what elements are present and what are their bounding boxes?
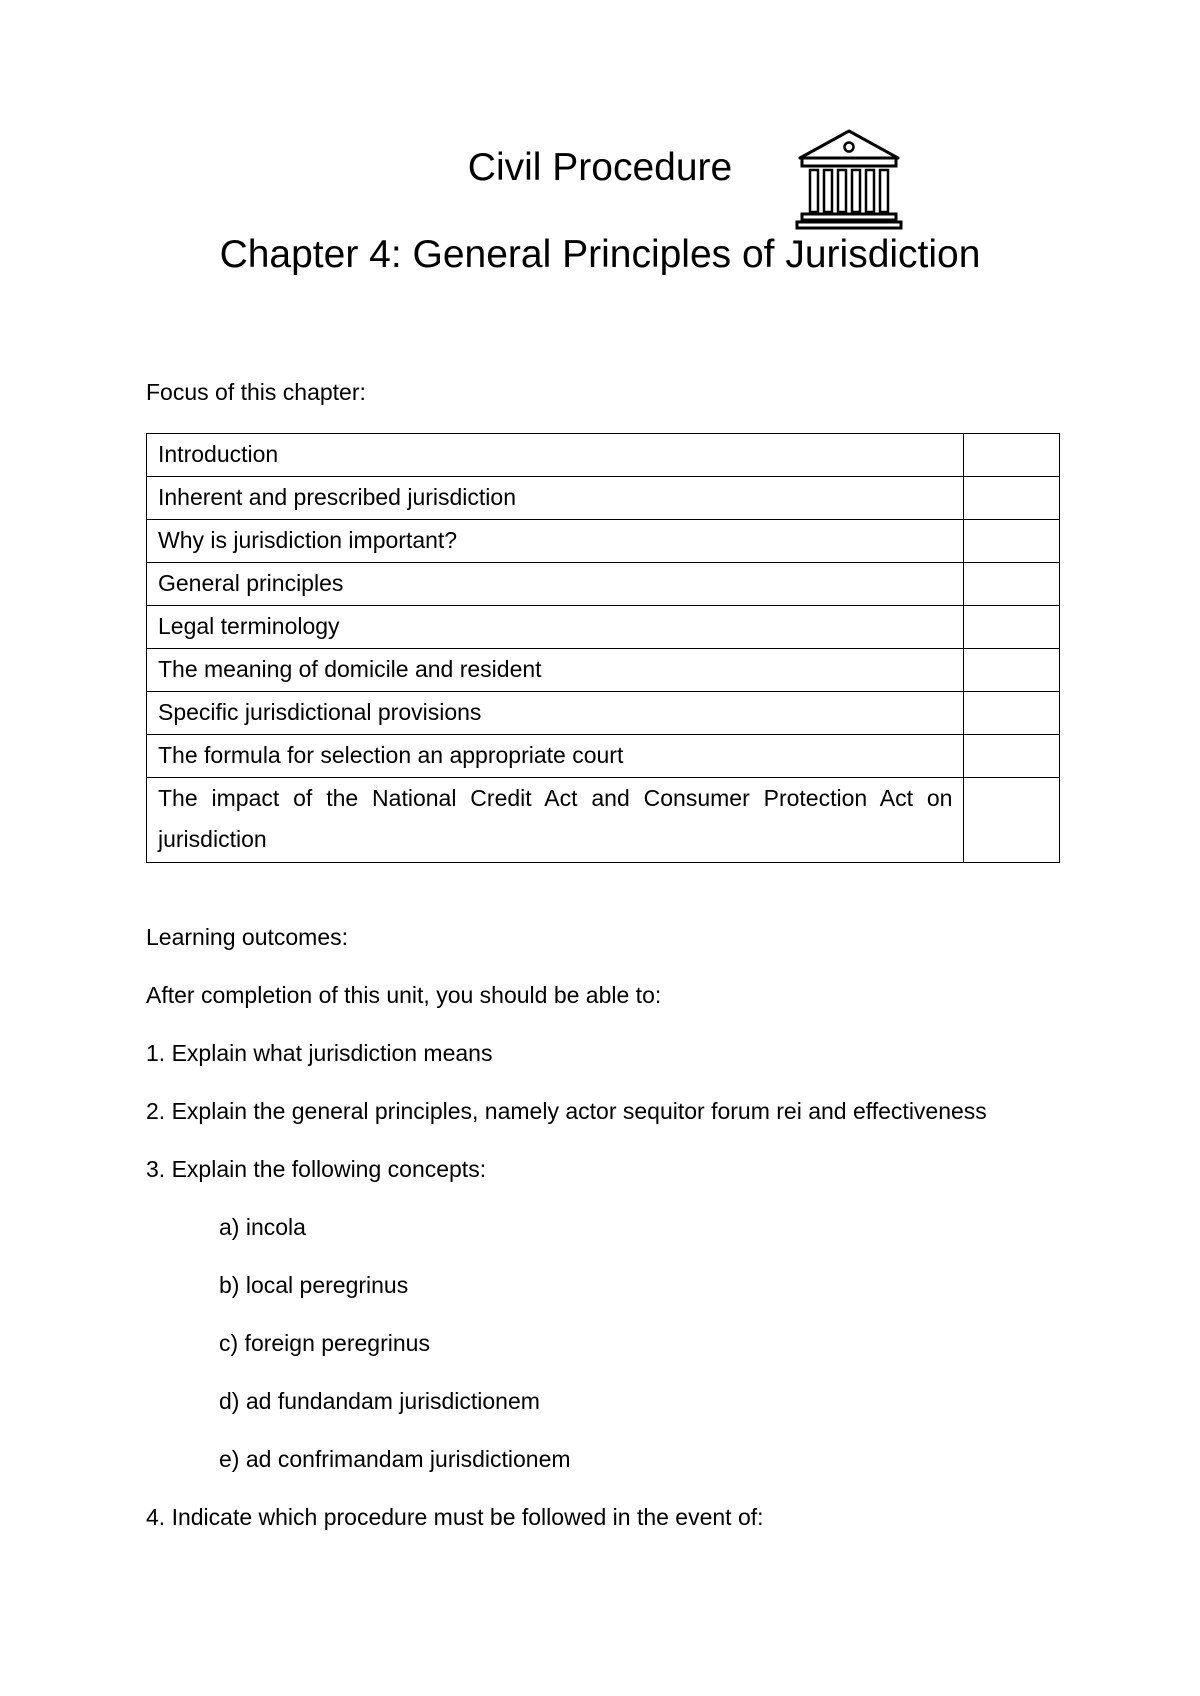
concept-item: b) local peregrinus <box>219 1272 409 1298</box>
table-row <box>147 477 1060 520</box>
table-row <box>147 692 1060 735</box>
table-row <box>147 778 1060 863</box>
table-row <box>147 649 1060 692</box>
chapter-title: Chapter 4: General Principles of Jurisdiction <box>219 233 981 276</box>
table-row <box>147 434 1060 477</box>
topic-cell: The meaning of domicile and resident <box>147 649 964 692</box>
checkbox-cell[interactable] <box>964 649 1060 692</box>
topic-cell: Why is jurisdiction important? <box>147 520 964 563</box>
outcome-item: 2. Explain the general principles, namely actor sequitor forum rei and effectiveness <box>146 1098 987 1124</box>
checkbox-cell[interactable] <box>964 735 1060 778</box>
topic-cell: Legal terminology <box>147 606 964 649</box>
focus-table <box>146 433 1060 863</box>
outcome-item: 3. Explain the following concepts: <box>146 1156 487 1182</box>
checkbox-cell[interactable] <box>964 434 1060 477</box>
learning-outcomes-label: Learning outcomes: <box>146 924 349 950</box>
topic-cell: General principles <box>147 563 964 606</box>
topic-cell: The impact of the National Credit Act and Consumer Protection Act on jurisdiction <box>147 778 964 863</box>
outcome-item: 1. Explain what jurisdiction means <box>146 1040 493 1066</box>
table-row <box>147 520 1060 563</box>
checkbox-cell[interactable] <box>964 477 1060 520</box>
table-row <box>147 563 1060 606</box>
course-title: Civil Procedure <box>467 146 733 189</box>
courthouse-icon <box>794 128 904 230</box>
outcomes-intro: After completion of this unit, you should be able to: <box>146 982 662 1008</box>
checkbox-cell[interactable] <box>964 778 1060 863</box>
concept-item: e) ad confrimandam jurisdictionem <box>219 1446 571 1472</box>
table-row <box>147 606 1060 649</box>
topic-cell: Specific jurisdictional provisions <box>147 692 964 735</box>
outcome-item: 4. Indicate which procedure must be followed in the event of: <box>146 1504 764 1530</box>
table-row <box>147 735 1060 778</box>
focus-label: Focus of this chapter: <box>146 379 366 405</box>
checkbox-cell[interactable] <box>964 606 1060 649</box>
topic-cell: The formula for selection an appropriate court <box>147 735 964 778</box>
concept-item: c) foreign peregrinus <box>219 1330 430 1356</box>
checkbox-cell[interactable] <box>964 692 1060 735</box>
checkbox-cell[interactable] <box>964 563 1060 606</box>
topic-cell: Introduction <box>147 434 964 477</box>
concept-item: a) incola <box>219 1214 306 1240</box>
concept-item: d) ad fundandam jurisdictionem <box>219 1388 540 1414</box>
topic-cell: Inherent and prescribed jurisdiction <box>147 477 964 520</box>
checkbox-cell[interactable] <box>964 520 1060 563</box>
